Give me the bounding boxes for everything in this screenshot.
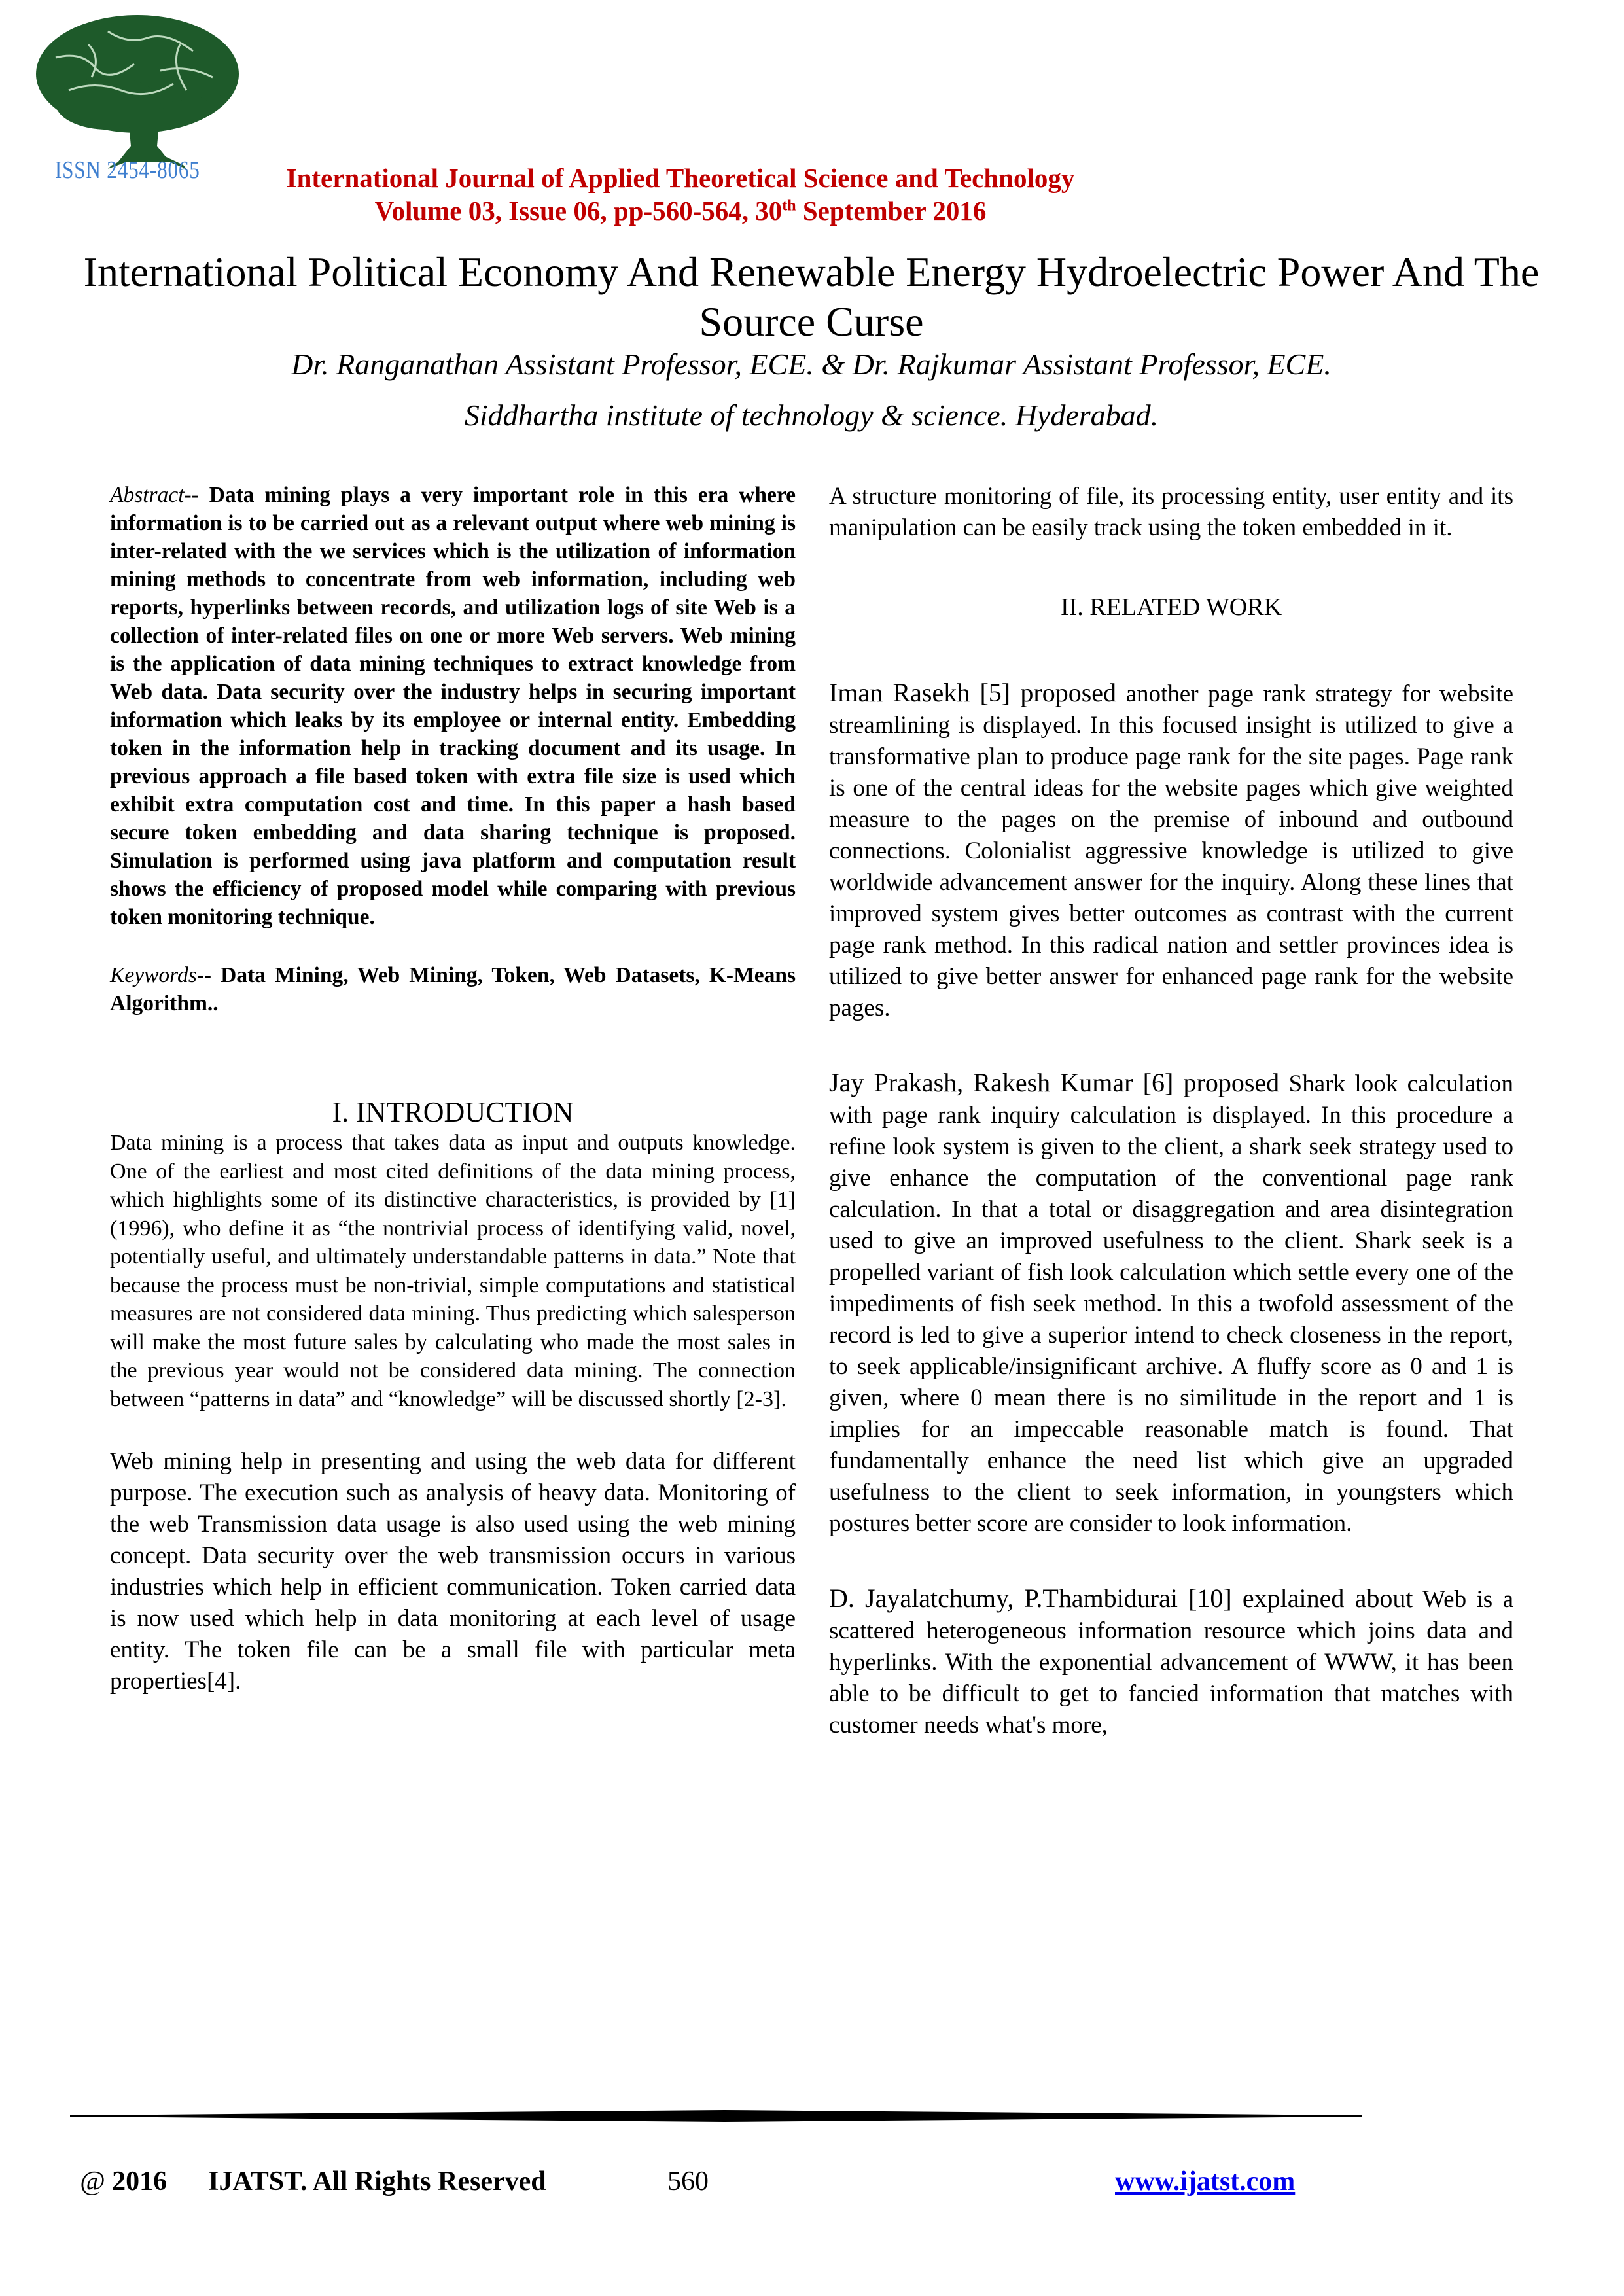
keywords <box>110 961 796 1017</box>
paper-authors: Dr. Ranganathan Assistant Professor, ECE. & Dr. Rajkumar Assistant Professor, ECE. <box>291 347 1332 381</box>
related-work-lead-2: Jay Prakash, Rakesh Kumar [6] proposed <box>829 1068 1280 1097</box>
issue-superscript: th <box>782 197 796 215</box>
paper-institute: Siddhartha institute of technology & science. Hyderabad. <box>464 398 1159 432</box>
footer-copyright-text: 2016 IJATST. All Rights Reserved <box>105 2166 546 2197</box>
related-work-text-1: another page rank strategy for website streamlining is displayed. In this focused insight is utilized to give a transformative plan to produce page rank for the site pages. Page rank is one of the central ideas for the website pages which give weighted measure to the pages on the premise of inbound and outbound connections. Colonialist aggressive knowledge is utilized to give worldwide advancement answer for the inquiry. Along these lines that improved system gives better outcomes as contrast with the current page rank method. In this radical nation and settler provinces idea is utilized to give better answer for enhanced page rank for the website pages. <box>829 680 1513 1021</box>
related-work-text-3: Web is a scattered heterogeneous information resource which joins data and hyperlinks. With the exponential advancement of WWW, it has been able to be difficult to get to fancied information that matches with customer needs what's more, <box>829 1586 1513 1739</box>
intro-paragraph-3: A structure monitoring of file, its processing entity, user entity and its manipulation can be easily track using the token embedded in it. <box>829 483 1513 541</box>
section-heading-introduction: I. INTRODUCTION <box>332 1096 574 1128</box>
issue-suffix: September 2016 <box>796 196 987 226</box>
related-work-paragraph-3 <box>829 1583 1513 1741</box>
left-column <box>110 481 796 1697</box>
right-column <box>829 481 1513 1741</box>
abstract-text: -- Data mining plays a very important role in this era where information is to be carried out as a relevant output where web mining is inter-related with the we services which is the utilization of information mining methods to concentrate from web information, including web reports, hyperlinks between records, and utilization logs of site Web is a collection of inter-related files on one or more Web servers. Web mining is the application of data mining techniques to extract knowledge from Web data. Data security over the industry helps in securing important information which leaks by its employee or internal entity. Embedding token in the information help in tracking document and its usage. In previous approach a file based token with extra file size is used which exhibit extra computation cost and time. In this paper a hash based secure token embedding and data sharing technique is proposed. Simulation is performed using java platform and computation result shows the efficiency of proposed model while comparing with previous token monitoring technique. <box>110 483 796 929</box>
intro-paragraph-2: Web mining help in presenting and using the web data for different purpose. The execution such as analysis of heavy data. Monitoring of the web Transmission data usage is also used using the web mining concept. Data security over the web transmission occurs in various industries which help in efficient communication. Token carried data is now used which help in data monitoring at each level of usage entity. The token file can be a small file with particular meta properties[4]. <box>110 1448 796 1695</box>
issn-label: ISSN 2454-8065 <box>54 156 200 184</box>
intro-paragraph-1: Data mining is a process that takes data as input and outputs knowledge. One of the earliest and most cited definitions of the data mining process, which highlights some of its distinctive characteristics, is provided by [1] (1996), who define it as “the nontrivial process of identifying valid, novel, potentially useful, and ultimately understandable patterns in data.” Note that because the process must be non-trivial, simple computations and statistical measures are not considered data mining. Thus predicting which salesperson will make the most future sales by calculating who made the most sales in the previous year would not be considered data mining. The connection between “patterns in data” and “knowledge” will be discussed shortly [2-3]. <box>110 1131 796 1411</box>
related-work-text-2: Shark look calculation with page rank inquiry calculation is displayed. In this procedure a refine look system is given to the client, a shark seek strategy used to give enhance the computation of the conventional page rank calculation. In that a total or disaggregation and area disintegration used to give an improved usefulness to the client. Shark seek is a propelled variant of fish look calculation which settle every one of the impediments of fish seek method. In this a twofold assessment of the record is led to give a superior intend to check closeness in the report, to seek applicable/insignificant archive. A fluffy score as 0 and 1 is given, where 0 mean there is no similitude in the report and 1 is implies for an impeccable reasonable match is found. That fundamentally enhance the need list which give an upgraded usefulness to the client to seek information, in youngsters which postures better score are consider to look information. <box>829 1070 1513 1537</box>
related-work-lead-3: D. Jayalatchumy, P.Thambidurai [10] explained about <box>829 1583 1413 1613</box>
website-link[interactable]: www.ijatst.com <box>1115 2166 1296 2197</box>
abstract-label: Abstract <box>110 483 185 507</box>
abstract <box>110 481 796 931</box>
paper-title: International Political Economy And Renewable Energy Hydroelectric Power And The Source Curse <box>83 249 1540 345</box>
footer-copyright <box>80 2166 546 2197</box>
section-heading-related-work: II. RELATED WORK <box>1060 593 1282 621</box>
footer-divider <box>70 2110 1362 2123</box>
related-work-paragraph-1 <box>829 677 1513 1024</box>
keywords-label: Keywords <box>110 963 197 987</box>
journal-issue-info <box>190 195 1171 226</box>
related-work-lead-1: Iman Rasekh [5] proposed <box>829 678 1117 707</box>
related-work-paragraph-2 <box>829 1067 1513 1540</box>
page-number: 560 <box>667 2166 709 2197</box>
journal-name: International Journal of Applied Theoretical Science and Technology <box>286 163 1075 193</box>
issue-prefix: Volume 03, Issue 06, pp-560-564, 30 <box>374 196 783 226</box>
footer-at: @ <box>80 2166 105 2197</box>
keywords-text: -- Data Mining, Web Mining, Token, Web Datasets, K-Means Algorithm.. <box>110 963 796 1016</box>
